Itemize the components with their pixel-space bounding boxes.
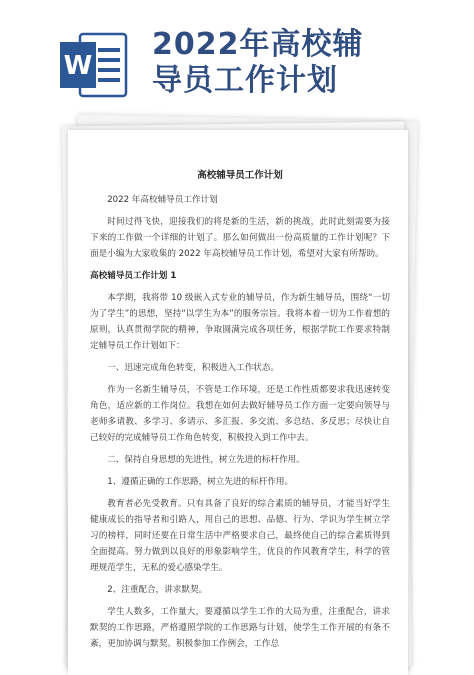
document-paragraph: 作为一名新生辅导员，不管是工作环境，还是工作性质都要求我迅速转变角色，适应新的工作岗位。我想在如何去做好辅导员工作方面一定要向领导与老师多请教、多学习、多请示、多汇报、多交流、多总结、多反思；尽快让自己较好的完成辅导员工作角色转变，积极投入到工作中去。 <box>90 385 390 443</box>
document-title: 高校辅导员工作计划 <box>197 170 283 181</box>
svg-text:W: W <box>63 51 93 81</box>
document-paragraph: 1、遵循正确的工作思路，树立先进的标杆作用。 <box>107 477 294 487</box>
section-heading: 高校辅导员工作计划 1 <box>90 271 177 281</box>
document-paragraph: 教育者必先受教育。只有具备了良好的综合素质的辅导员，才能当好学生健康成长的指导者和引路人，用自己的思想、品德、行为、学识为学生树立学习的榜样，同时还要在日常生活中严格要求自己，最终使自己的综合素质得到全面提高。努力做到以良好的形象影响学生，优良的作风教育学生，科学的管理规范学生，无私的爱心感染学生。 <box>90 499 390 573</box>
banner-title <box>152 27 452 99</box>
word-doc-icon <box>58 32 128 98</box>
document-body <box>90 168 390 658</box>
banner-title-line1: 2022年高校辅 <box>152 27 364 62</box>
document-paragraph: 2、注重配合，讲求默契。 <box>107 585 208 595</box>
banner <box>0 0 474 128</box>
document-paragraphs <box>90 192 390 652</box>
document-paragraph: 时间过得飞快，迎接我们的将是新的生活，新的挑战，此时此刻需要为接下来的工作做一个详细的计划了。那么如何做出一份高质量的工作计划呢？下面是小编为大家收集的 2022 年高校辅导员工作计划，希望对大家有所帮助。 <box>90 217 390 259</box>
document-paragraph: 一、迅速完成角色转变，积极进入工作状态。 <box>107 363 280 373</box>
document-paragraph: 2022 年高校辅导员工作计划 <box>107 195 218 205</box>
document-paragraph: 二、保持自身思想的先进性，树立先进的标杆作用。 <box>107 455 305 465</box>
document-preview <box>62 118 414 669</box>
banner-title-line2: 导员工作计划 <box>152 63 338 98</box>
document-paragraph: 本学期，我将带 10 级嵌入式专业的辅导员，作为新生辅导员，围绕“一切为了学生”的思想，坚持“以学生为本”的服务宗旨。我将本着一切为工作着想的原则，认真贯彻学院的精神，争取圆满完成各项任务，根据学院工作要求特制定辅导员工作计划如下： <box>90 293 390 351</box>
paper-sheet-front <box>68 130 408 675</box>
document-paragraph: 学生人数多，工作量大，要遵循以学生工作的大局为重，注重配合，讲求默契的工作思路，严格遵照学院的工作思路与计划，使学生工作开展的有条不紊，更加协调与默契。积极参加工作例会，工作总 <box>90 607 390 649</box>
